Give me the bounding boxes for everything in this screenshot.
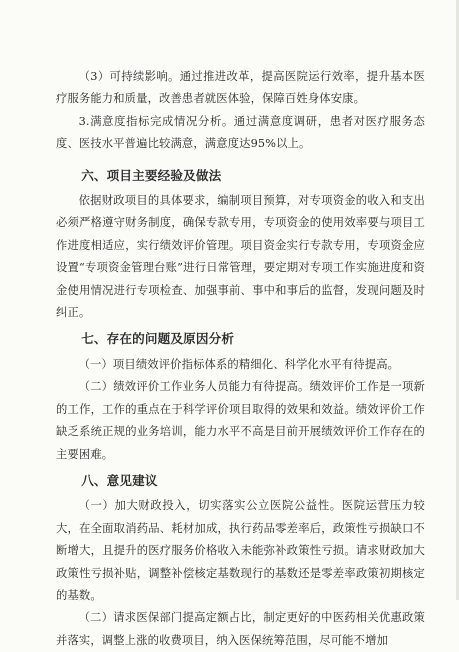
- paragraph-suggestion-2: （二）请求医保部门提高定额占比，制定更好的中医药相关优惠政策并落实，调整上涨的收费项目，纳入医保统筹范围，尽可能不增加: [56, 611, 425, 647]
- paragraph-problem-2: （二）绩效评价工作业务人员能力有待提高。绩效评价工作是一项新的工作，工作的重点在于科学评价项目取得的效果和效益。绩效评价工作缺乏系统正规的业务培训，能力水平不高是目前开展绩效评价工作存在的主要困难。: [56, 380, 425, 461]
- heading-section-6: 六、项目主要经验及做法: [81, 167, 222, 183]
- heading-section-8: 八、意见建议: [81, 472, 158, 488]
- paragraph-satisfaction: 3.满意度指标完成情况分析。通过满意度调研，患者对医疗服务态度、医技水平普遍比较满意，满意度达95%以上。: [56, 114, 425, 151]
- heading-section-7: 七、存在的问题及原因分析: [81, 331, 235, 347]
- paragraph-suggestion-1: （一）加大财政投入，切实落实公立医院公益性。医院运营压力较大，在全面取消药品、耗材加成，执行药品零差率后，政策性亏损缺口不断增大，且提升的医疗服务价格收入未能弥补政策性亏损。请求财政加大政策性亏损补贴，调整补偿核定基数现行的基数还是零差率政策初期核定的基数。: [56, 499, 425, 602]
- paragraph-experience: 依据财政项目的具体要求，编制项目预算，对专项资金的收入和支出必须严格遵守财务制度，确保专款专用，专项资金的使用效率要与项目工作进度相适应，实行绩效评价管理。项目资金实行专款专用，专项资金应设置“专项资金管理台账”进行日常管理，要定期对专项工作实施进度和资金使用情况进行专项检查、加强事前、事中和事后的监督，发现问题及时纠正。: [56, 194, 425, 320]
- paragraph-problem-1: （一）项目绩效评价指标体系的精细化、科学化水平有待提高。: [78, 357, 400, 371]
- paragraph-sustainable-impact: （3）可持续影响。通过推进改革，提高医院运行效率，提升基本医疗服务能力和质量，改善患者就医体验，保障百姓身体安康。: [56, 70, 425, 106]
